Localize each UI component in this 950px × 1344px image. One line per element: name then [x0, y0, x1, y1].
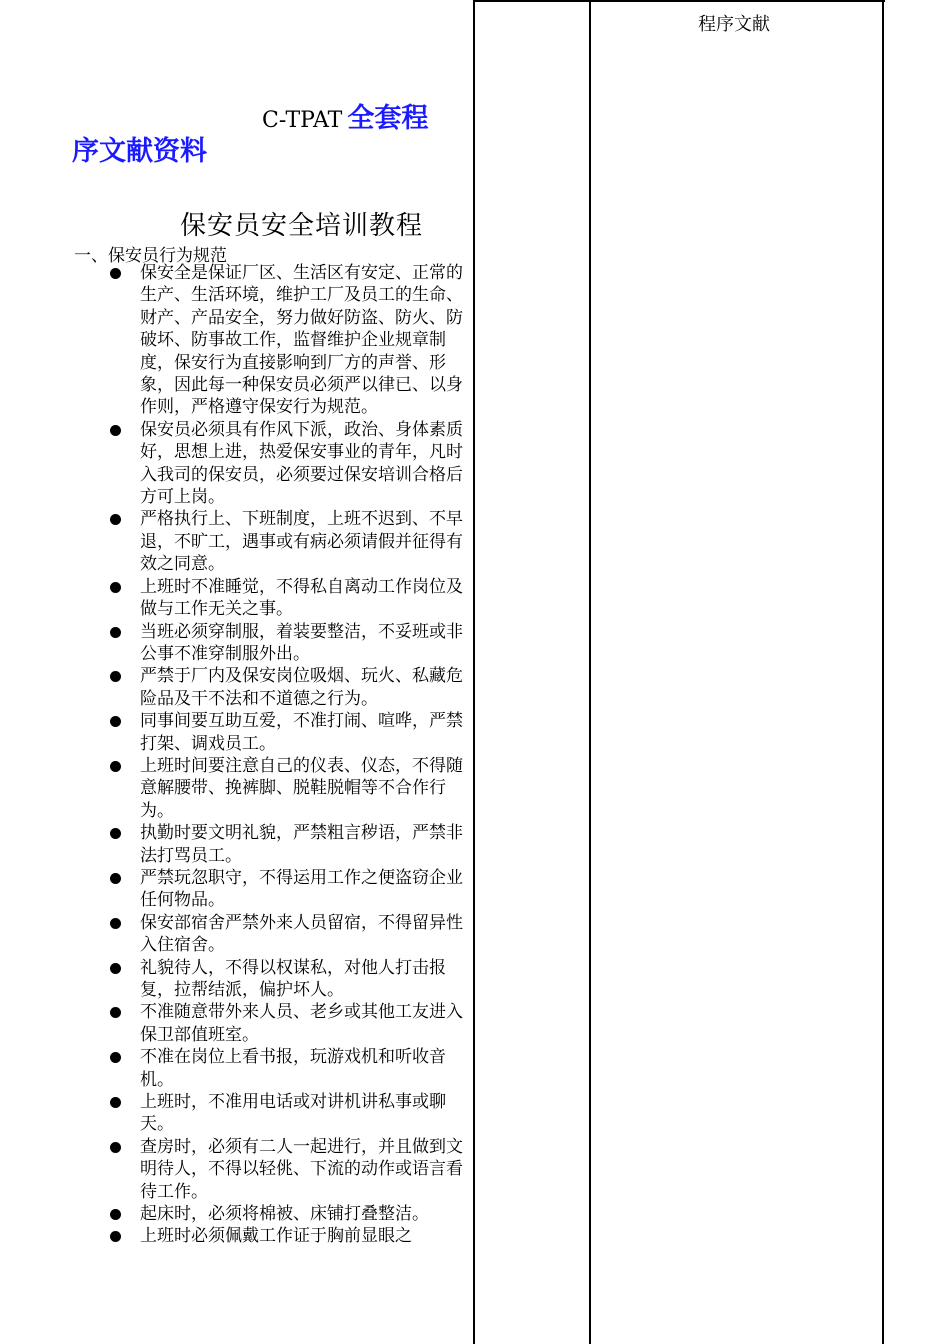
list-item: 执勤时要文明礼貌，严禁粗言秽语，严禁非法打骂员工。 — [106, 822, 471, 867]
main-heading: 保安员安全培训教程 — [180, 211, 424, 241]
list-item: 保安部宿舍严禁外来人员留宿，不得留异性入住宿舍。 — [106, 912, 471, 957]
bullet-icon — [110, 873, 121, 884]
bullet-icon — [110, 268, 121, 279]
bullet-icon — [110, 514, 121, 525]
bullet-icon — [110, 963, 121, 974]
document-title — [72, 104, 452, 170]
bullet-icon — [110, 1209, 121, 1220]
bullet-icon — [110, 627, 121, 638]
list-item: 上班时，不准用电话或对讲机讲私事或聊天。 — [106, 1091, 471, 1136]
bullet-icon — [110, 828, 121, 839]
bullet-icon — [110, 918, 121, 929]
bullet-icon — [110, 761, 121, 772]
list-item: 礼貌待人，不得以权谋私，对他人打击报复，拉帮结派，偏护坏人。 — [106, 957, 471, 1002]
title-prefix: C-TPAT — [262, 108, 343, 133]
list-item: 上班时不准睡觉，不得私自离动工作岗位及做与工作无关之事。 — [106, 576, 471, 621]
rules-list — [106, 262, 471, 1248]
list-item: 严格执行上、下班制度，上班不迟到、不早退，不旷工，遇事或有病必须请假并征得有效之同意。 — [106, 508, 471, 575]
bullet-icon — [110, 425, 121, 436]
list-item: 查房时，必须有二人一起进行，并且做到文明待人，不得以轻佻、下流的动作或语言看待工作。 — [106, 1136, 471, 1203]
list-item: 不准随意带外来人员、老乡或其他工友进入保卫部值班室。 — [106, 1001, 471, 1046]
bullet-icon — [110, 582, 121, 593]
header-label: 程序文献 — [698, 14, 770, 35]
list-item: 起床时，必须将棉被、床铺打叠整洁。 — [106, 1203, 471, 1225]
bullet-icon — [110, 1007, 121, 1018]
list-item: 上班时间要注意自己的仪表、仪态，不得随意解腰带、挽裤脚、脱鞋脱帽等不合作行为。 — [106, 755, 471, 822]
list-item: 当班必须穿制服，着装要整洁，不妥班或非公事不准穿制服外出。 — [106, 621, 471, 666]
list-item: 保安全是保证厂区、生活区有安定、正常的生产、生活环境，维护工厂及员工的生命、财产、产品安全，努力做好防盗、防火、防破坏、防事故工作，监督维护企业规章制度，保安行为直接影响到厂方的声誉、形象，因此每一种保安员必须严以律已、以身作则，严格遵守保安行为规范。 — [106, 262, 471, 419]
list-item: 不准在岗位上看书报，玩游戏机和听收音机。 — [106, 1046, 471, 1091]
table-top-border — [473, 0, 885, 2]
table-border-right — [882, 0, 884, 1344]
list-item: 严禁于厂内及保安岗位吸烟、玩火、私藏危险品及干不法和不道德之行为。 — [106, 665, 471, 710]
bullet-icon — [110, 1052, 121, 1063]
bullet-icon — [110, 1097, 121, 1108]
title-highlight: 全套程序文献资料 — [72, 103, 429, 167]
list-item: 保安员必须具有作风下派，政治、身体素质好，思想上进，热爱保安事业的青年，凡时入我司的保安员，必须要过保安培训合格后方可上岗。 — [106, 419, 471, 509]
bullet-icon — [110, 1231, 121, 1242]
table-border-middle — [589, 0, 591, 1344]
list-item: 上班时必须佩戴工作证于胸前显眼之 — [106, 1225, 471, 1247]
bullet-icon — [110, 671, 121, 682]
list-item: 同事间要互助互爱，不准打闹、喧哗，严禁打架、调戏员工。 — [106, 710, 471, 755]
table-border-left — [473, 0, 475, 1344]
section-heading: 一、保安员行为规范 — [74, 246, 227, 266]
bullet-icon — [110, 1142, 121, 1153]
list-item: 严禁玩忽职守，不得运用工作之便盗窃企业任何物品。 — [106, 867, 471, 912]
bullet-icon — [110, 716, 121, 727]
